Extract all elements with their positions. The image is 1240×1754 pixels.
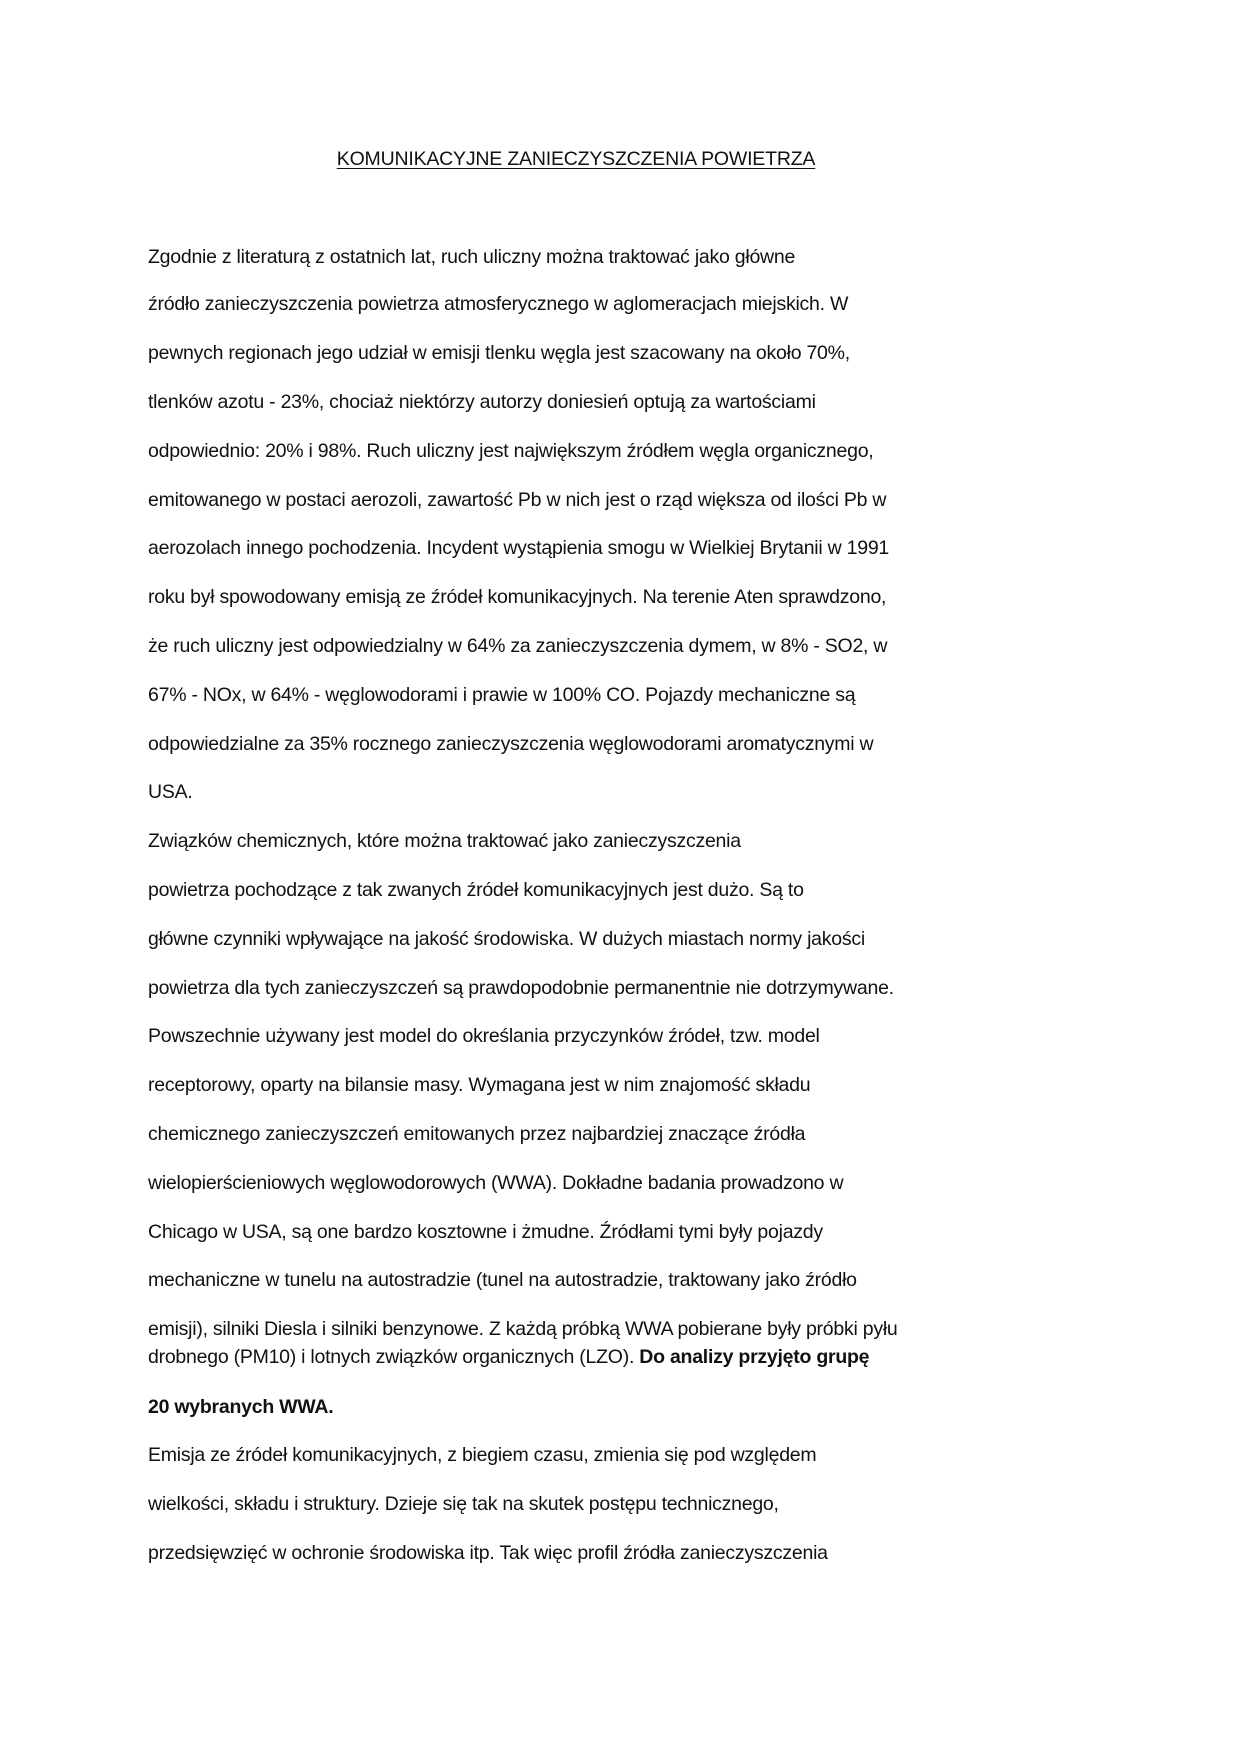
body-line-4 <box>148 390 816 414</box>
line-text: Powszechnie używany jest model do określania przyczynków źródeł, tzw. model <box>148 1025 820 1047</box>
line-text: Chicago w USA, są one bardzo kosztowne i żmudne. Źródłami tymi były pojazdy <box>148 1221 823 1243</box>
line-text: receptorowy, oparty na bilansie masy. Wymagana jest w nim znajomość składu <box>148 1074 811 1096</box>
document-title: KOMUNIKACYJNE ZANIECZYSZCZENIA POWIETRZA <box>336 148 816 170</box>
line-text: powietrza dla tych zanieczyszczeń są prawdopodobnie permanentnie nie dotrzymywane. <box>148 977 894 999</box>
line-text: przedsięwzięć w ochronie środowiska itp. Tak więc profil źródła zanieczyszczenia <box>148 1542 828 1564</box>
body-line-28 <box>148 1541 828 1565</box>
body-line-6 <box>148 488 886 512</box>
body-line-16 <box>148 976 894 1000</box>
line-text: 67% - NOx, w 64% - węglowodorami i prawie w 100% CO. Pojazdy mechaniczne są <box>148 684 856 706</box>
line-text: odpowiedzialne za 35% rocznego zanieczyszczenia węglowodorami aromatycznymi w <box>148 733 874 755</box>
line-text: tlenków azotu - 23%, chociaż niektórzy autorzy doniesień optują za wartościami <box>148 391 816 413</box>
body-line-27 <box>148 1492 779 1516</box>
line-bold-text: 20 wybranych WWA. <box>148 1396 334 1418</box>
line-bold-text: Do analizy przyjęto grupę <box>639 1346 870 1368</box>
body-line-3 <box>148 341 850 365</box>
line-text: roku był spowodowany emisją ze źródeł komunikacyjnych. Na terenie Aten sprawdzono, <box>148 586 887 608</box>
line-text: Związków chemicznych, które można traktować jako zanieczyszczenia <box>148 830 741 852</box>
body-line-19 <box>148 1122 805 1146</box>
body-line-11 <box>148 732 873 756</box>
body-line-18 <box>148 1073 810 1097</box>
line-text: powietrza pochodzące z tak zwanych źródeł komunikacyjnych jest dużo. Są to <box>148 879 804 901</box>
line-text: USA. <box>148 781 193 803</box>
line-text: emisji), silniki Diesla i silniki benzynowe. Z każdą próbką WWA pobierane były próbki pyłu <box>148 1318 898 1340</box>
line-text: drobnego (PM10) i lotnych związków organicznych (LZO). <box>148 1346 640 1368</box>
body-line-20 <box>148 1171 843 1195</box>
body-line-1 <box>148 245 795 269</box>
line-text: główne czynniki wpływające na jakość środowiska. W dużych miastach normy jakości <box>148 928 865 950</box>
body-line-25 <box>148 1395 333 1419</box>
line-text: Emisja ze źródeł komunikacyjnych, z biegiem czasu, zmienia się pod względem <box>148 1444 817 1466</box>
line-text: chemicznego zanieczyszczeń emitowanych przez najbardziej znaczące źródła <box>148 1123 806 1145</box>
line-text: źródło zanieczyszczenia powietrza atmosferycznego w aglomeracjach miejskich. W <box>148 293 849 315</box>
line-text: emitowanego w postaci aerozoli, zawartość Pb w nich jest o rząd większa od ilości Pb w <box>148 489 887 511</box>
body-line-7 <box>148 536 889 560</box>
body-line-22 <box>148 1268 857 1292</box>
body-line-26 <box>148 1443 816 1467</box>
body-line-8 <box>148 585 886 609</box>
body-line-14 <box>148 878 804 902</box>
line-text: pewnych regionach jego udział w emisji tlenku węgla jest szacowany na około 70%, <box>148 342 850 364</box>
body-line-24 <box>148 1345 869 1369</box>
line-text: Zgodnie z literaturą z ostatnich lat, ruch uliczny można traktować jako główne <box>148 246 796 268</box>
body-line-5 <box>148 439 873 463</box>
body-line-9 <box>148 634 887 658</box>
line-text: wielkości, składu i struktury. Dzieje się tak na skutek postępu technicznego, <box>148 1493 779 1515</box>
line-text: że ruch uliczny jest odpowiedzialny w 64% za zanieczyszczenia dymem, w 8% - SO2, w <box>148 635 888 657</box>
body-line-12 <box>148 780 193 804</box>
body-line-2 <box>148 292 848 316</box>
body-line-23 <box>148 1317 898 1341</box>
line-text: aerozolach innego pochodzenia. Incydent wystąpienia smogu w Wielkiej Brytanii w 1991 <box>148 537 890 559</box>
body-line-10 <box>148 683 855 707</box>
body-line-15 <box>148 927 865 951</box>
line-text: mechaniczne w tunelu na autostradzie (tunel na autostradzie, traktowany jako źródło <box>148 1269 857 1291</box>
body-line-13 <box>148 829 741 853</box>
body-line-17 <box>148 1024 820 1048</box>
line-text: wielopierścieniowych węglowodorowych (WWA). Dokładne badania prowadzono w <box>148 1172 844 1194</box>
line-text: odpowiednio: 20% i 98%. Ruch uliczny jest największym źródłem węgla organicznego, <box>148 440 874 462</box>
body-line-21 <box>148 1220 823 1244</box>
